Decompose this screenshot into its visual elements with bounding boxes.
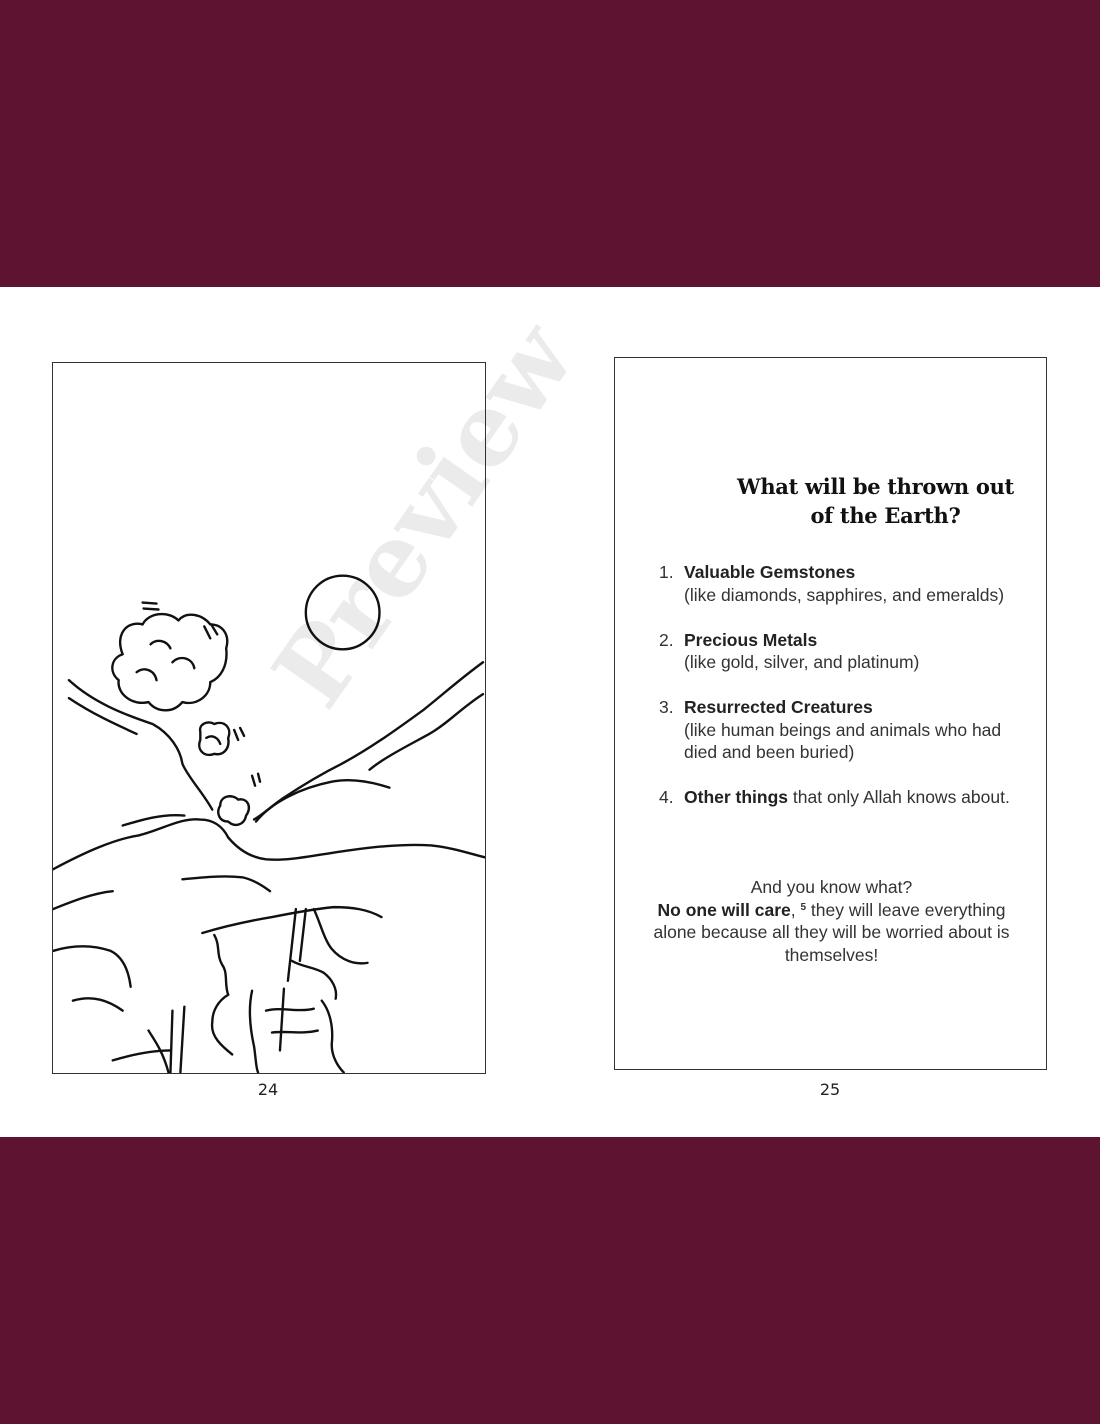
heading-line-2: of the Earth? [810,503,961,528]
boulder-drawing [112,614,227,710]
left-page [52,362,486,1074]
closing-paragraph [635,876,1028,966]
heading-line-1: What will be thrown out [737,474,1014,499]
page-number-right: 25 [819,1080,841,1099]
item-title: Valuable Gemstones [684,562,856,582]
item-number: 1. [659,562,674,582]
page-number-left: 24 [257,1080,279,1099]
page-heading [615,472,1046,530]
closing-line-1: And you know what? [750,877,913,897]
closing-bold: No one will care [657,899,791,920]
list-item [659,696,1029,764]
item-title: Precious Metals [684,629,818,650]
right-page [614,357,1047,1070]
footnote-marker: 5 [800,901,807,913]
item-number: 3. [659,697,674,717]
item-detail: (like diamonds, sapphires, and emeralds) [684,584,1005,605]
bottom-maroon-band [0,1137,1100,1424]
list-item [659,561,1029,606]
closing-comma: , [790,899,796,920]
landscape-illustration [53,363,485,1073]
item-title: Resurrected Creatures [684,697,873,717]
item-detail: (like gold, silver, and platinum) [684,652,920,672]
top-maroon-band [0,0,1100,287]
item-number: 4. [659,787,674,807]
numbered-list [659,561,1029,831]
item-number: 2. [659,629,674,650]
sun-drawing [306,576,380,650]
list-item [659,629,1029,674]
item-rest: that only Allah knows about. [788,787,1010,807]
closing-rest: they will leave everything alone because all they will be worried about is themselves! [653,899,1010,965]
item-detail: (like human beings and animals who had died and been buried) [684,719,1002,762]
list-item [659,786,1029,809]
item-title: Other things [684,787,789,807]
